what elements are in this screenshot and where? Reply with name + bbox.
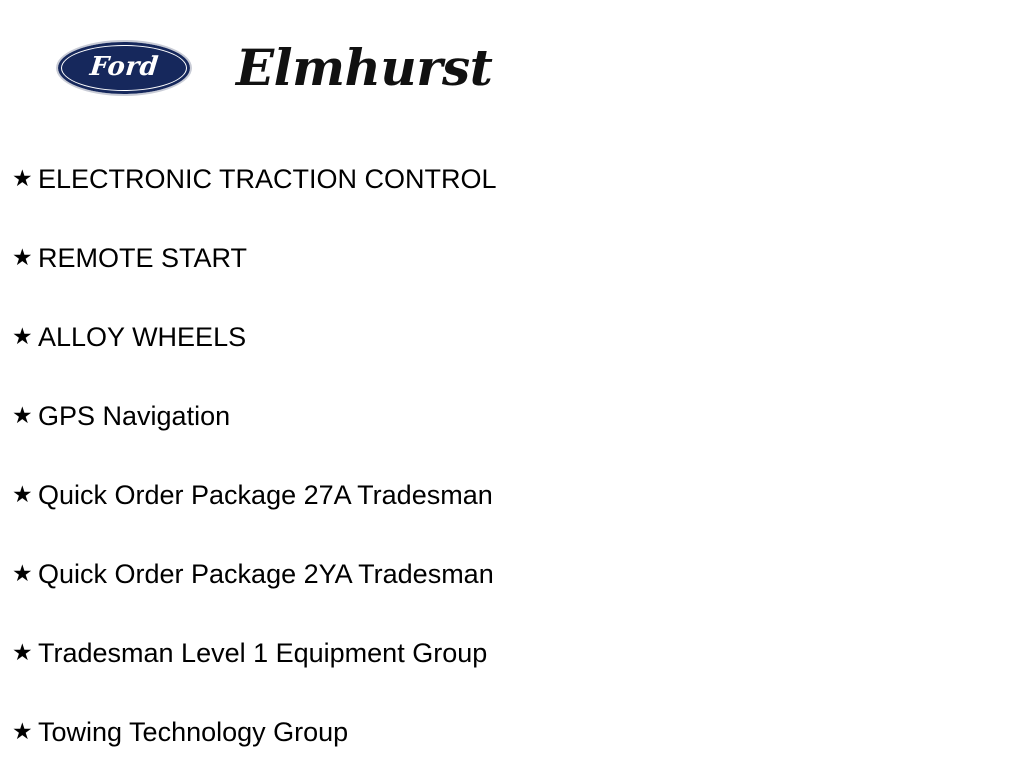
dealer-name: Elmhurst [236, 38, 493, 97]
feature-label: ELECTRONIC TRACTION CONTROL [38, 163, 497, 194]
feature-label: GPS Navigation [38, 400, 231, 431]
list-item [0, 693, 1024, 772]
list-item [0, 140, 1024, 219]
list-item [0, 456, 1024, 535]
feature-label: Quick Order Package 27A Tradesman [38, 479, 493, 510]
feature-label: REMOTE START [38, 242, 248, 273]
feature-label: ALLOY WHEELS [38, 321, 247, 352]
brand-header [0, 18, 1024, 118]
star-icon: ★ [12, 245, 33, 271]
list-item [0, 219, 1024, 298]
star-icon: ★ [12, 640, 33, 666]
list-item [0, 377, 1024, 456]
star-icon: ★ [12, 561, 33, 587]
star-icon: ★ [12, 482, 33, 508]
list-item [0, 535, 1024, 614]
ford-logo-text: Ford [88, 52, 160, 82]
ford-logo-oval-shape [56, 40, 192, 96]
star-icon: ★ [12, 166, 33, 192]
list-item [0, 614, 1024, 693]
feature-label: Tradesman Level 1 Equipment Group [38, 637, 488, 668]
feature-label: Quick Order Package 2YA Tradesman [38, 558, 494, 589]
feature-list [0, 140, 1024, 772]
star-icon: ★ [12, 403, 33, 429]
ford-oval-logo [56, 40, 192, 96]
list-item [0, 298, 1024, 377]
feature-label: Towing Technology Group [38, 716, 349, 747]
star-icon: ★ [12, 719, 33, 745]
star-icon: ★ [12, 324, 33, 350]
